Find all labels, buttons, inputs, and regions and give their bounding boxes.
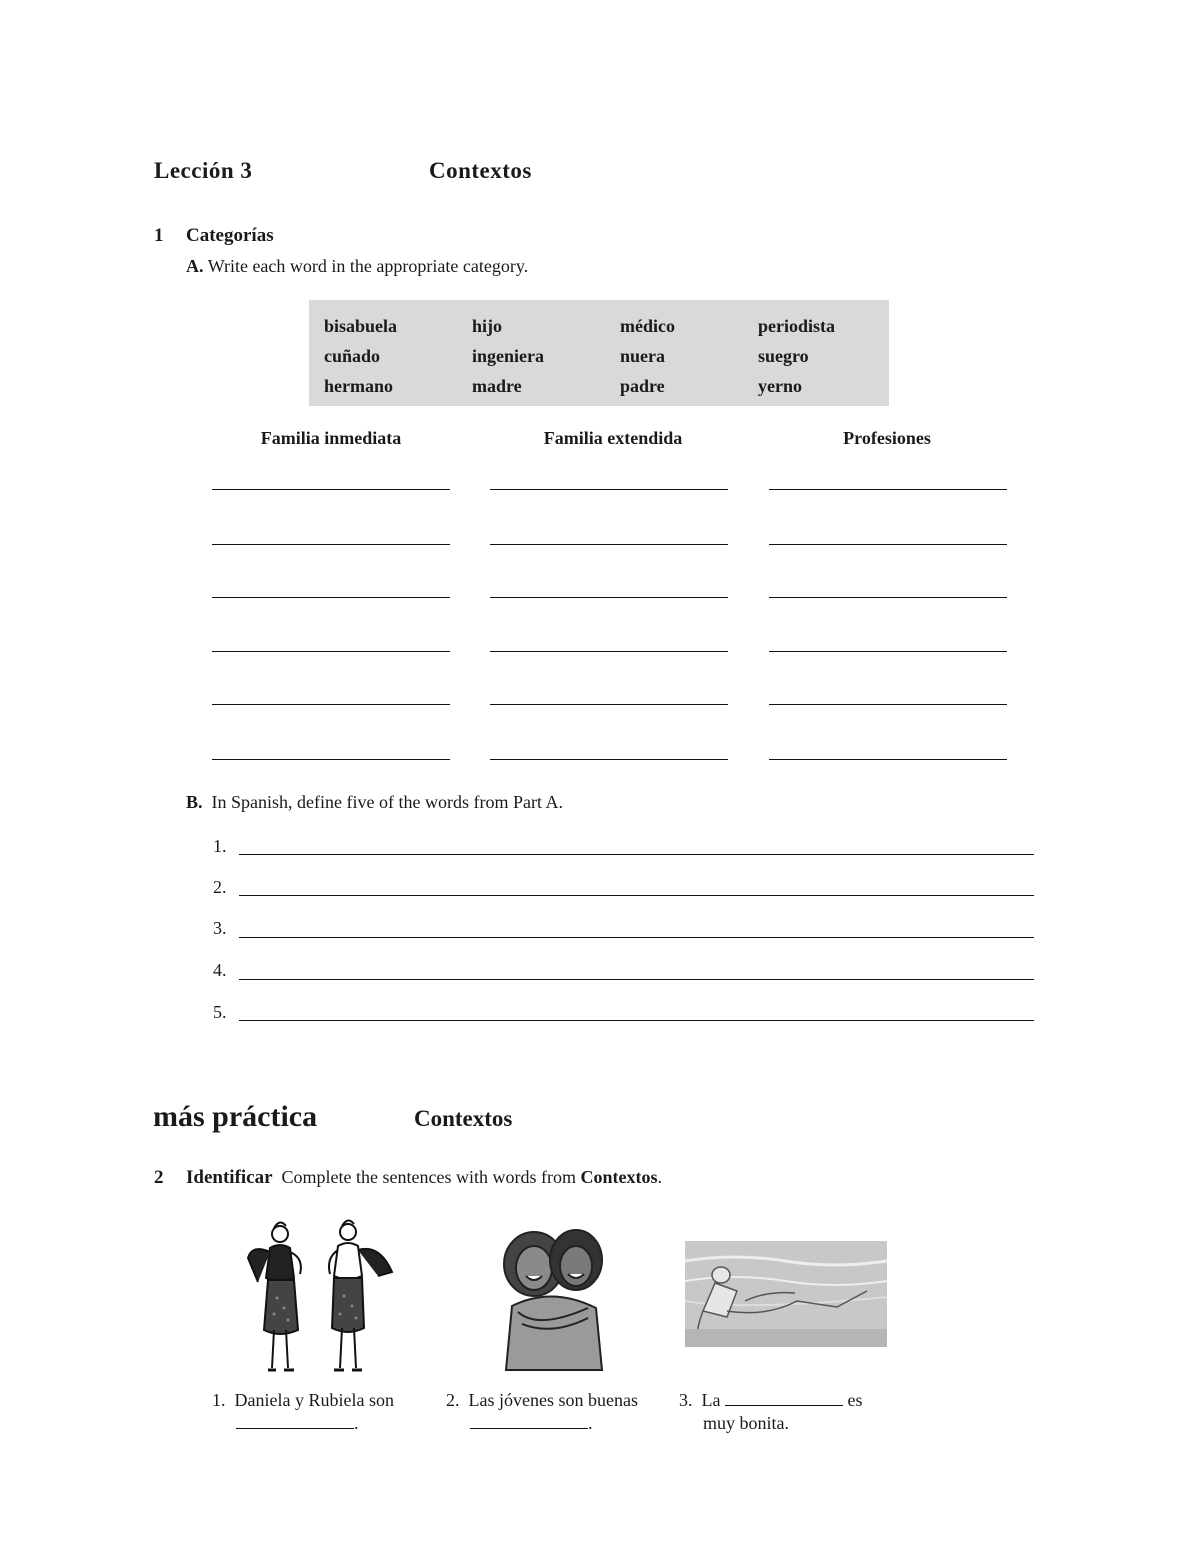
answer-line[interactable]: [490, 489, 728, 490]
caption-1: [212, 1389, 394, 1435]
word-bisabuela: bisabuela: [324, 316, 398, 336]
caption-2-blank[interactable]: [470, 1412, 588, 1429]
two-women-illustration: [222, 1218, 402, 1380]
activity-1-number: 1: [154, 225, 164, 246]
activity-2-bold: Contextos: [580, 1167, 658, 1187]
word-bank: [309, 300, 889, 406]
definition-number: 3.: [213, 918, 227, 938]
answer-line[interactable]: [490, 651, 728, 652]
section-title: Contextos: [429, 158, 532, 183]
answer-line[interactable]: [490, 704, 728, 705]
word-cunado: cuñado: [324, 346, 381, 366]
word-hijo: hijo: [472, 316, 503, 336]
word-medico: médico: [620, 316, 675, 336]
caption-3-text-post: es: [847, 1390, 863, 1410]
caption-3-number: 3.: [679, 1390, 693, 1410]
caption-1-number: 1.: [212, 1390, 226, 1410]
definition-number: 2.: [213, 877, 227, 897]
caption-2-number: 2.: [446, 1390, 460, 1410]
word-nuera: nuera: [620, 346, 665, 366]
caption-3: [679, 1389, 862, 1435]
activity-1-title: Categorías: [186, 225, 274, 246]
beach-illustration: [685, 1241, 887, 1347]
activity-2-text: Complete the sentences with words from: [281, 1167, 581, 1187]
part-a-letter: A.: [186, 256, 204, 276]
caption-3-text-line2: muy bonita.: [703, 1413, 789, 1433]
word-suegro: suegro: [758, 346, 809, 366]
caption-3-text-pre: La: [701, 1390, 721, 1410]
caption-1-period: .: [354, 1413, 359, 1433]
answer-line[interactable]: [212, 704, 450, 705]
activity-2-number: 2: [154, 1167, 164, 1188]
definition-line[interactable]: [239, 854, 1034, 855]
part-b-letter: B.: [186, 792, 203, 812]
answer-line[interactable]: [490, 597, 728, 598]
answer-line[interactable]: [212, 651, 450, 652]
part-a-instruction: [186, 256, 528, 277]
word-periodista: periodista: [758, 316, 836, 336]
caption-2: [446, 1389, 638, 1435]
part-a-text: Write each word in the appropriate category.: [207, 256, 529, 276]
caption-2-text: Las jóvenes son buenas: [468, 1390, 638, 1410]
activity-2-period: .: [657, 1167, 662, 1187]
activity-2-instruction: [186, 1167, 662, 1189]
two-girls-hugging-illustration: [498, 1228, 608, 1372]
caption-1-text: Daniela y Rubiela son: [234, 1390, 394, 1410]
answer-line[interactable]: [769, 651, 1007, 652]
definition-line[interactable]: [239, 1020, 1034, 1021]
caption-1-blank[interactable]: [236, 1412, 354, 1429]
definition-number: 4.: [213, 960, 227, 980]
caption-2-period: .: [588, 1413, 593, 1433]
definition-line[interactable]: [239, 979, 1034, 980]
answer-line[interactable]: [769, 489, 1007, 490]
answer-line[interactable]: [212, 489, 450, 490]
word-ingeniera: ingeniera: [472, 346, 544, 366]
definition-line[interactable]: [239, 895, 1034, 896]
definition-number: 1.: [213, 836, 227, 856]
column-familia-inmediata: Familia inmediata: [260, 428, 402, 448]
caption-3-blank[interactable]: [725, 1389, 843, 1406]
part-b-text: In Spanish, define five of the words from Part A.: [211, 792, 563, 812]
word-padre: padre: [620, 376, 665, 396]
mas-practica-title: más práctica: [153, 1100, 318, 1133]
answer-line[interactable]: [212, 544, 450, 545]
definition-number: 5.: [213, 1002, 227, 1022]
definition-line[interactable]: [239, 937, 1034, 938]
answer-line[interactable]: [769, 704, 1007, 705]
word-yerno: yerno: [758, 376, 802, 396]
word-hermano: hermano: [324, 376, 393, 396]
mas-practica-subtitle: Contextos: [414, 1106, 513, 1131]
column-profesiones: Profesiones: [843, 428, 931, 448]
lesson-title: Lección 3: [154, 158, 253, 183]
activity-2-title: Identificar: [186, 1167, 273, 1188]
answer-line[interactable]: [212, 597, 450, 598]
answer-line[interactable]: [212, 759, 450, 760]
answer-line[interactable]: [769, 759, 1007, 760]
column-familia-extendida: Familia extendida: [543, 428, 683, 448]
answer-line[interactable]: [769, 544, 1007, 545]
answer-line[interactable]: [490, 544, 728, 545]
part-b-instruction: [186, 792, 563, 813]
word-madre: madre: [472, 376, 522, 396]
answer-line[interactable]: [769, 597, 1007, 598]
answer-line[interactable]: [490, 759, 728, 760]
